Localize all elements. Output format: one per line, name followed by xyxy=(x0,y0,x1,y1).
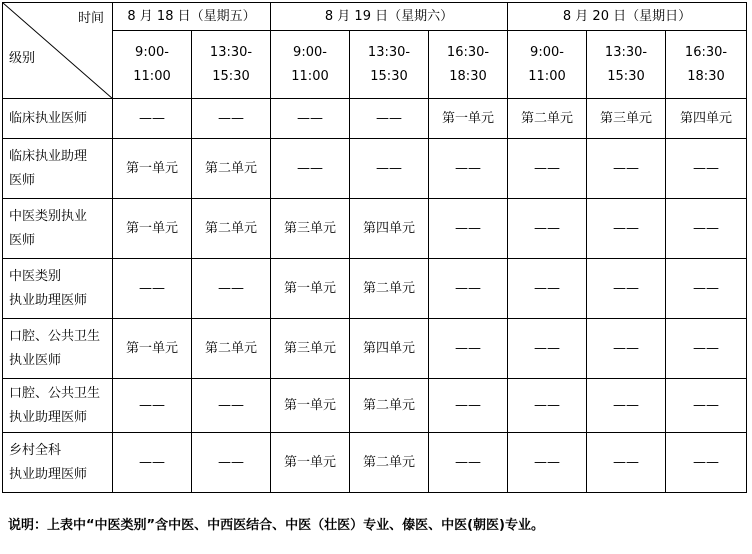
schedule-cell: —— xyxy=(508,199,587,259)
time-slot-line: 16:30- xyxy=(446,44,490,60)
schedule-cell: —— xyxy=(429,319,508,379)
schedule-cell: 第二单元 xyxy=(192,199,271,259)
schedule-cell: —— xyxy=(429,379,508,433)
day-header-aug19: 8 月 19 日（星期六） xyxy=(271,3,508,31)
schedule-cell: —— xyxy=(508,259,587,319)
row-label-line: 临床执业医师 xyxy=(9,110,88,126)
time-slot-line: 15:30 xyxy=(370,68,408,84)
schedule-cell: —— xyxy=(192,259,271,319)
table-row xyxy=(3,319,747,379)
level-header-label: 级别 xyxy=(9,51,36,66)
schedule-cell: 第四单元 xyxy=(350,319,429,379)
row-level-label xyxy=(3,259,113,319)
schedule-cell: —— xyxy=(429,199,508,259)
row-label-line: 口腔、公共卫生 xyxy=(9,385,101,401)
footnote: 说明：上表中“中医类别”含中医、中西医结合、中医（壮医）专业、傣医、中医(朝医)专业。 xyxy=(8,518,544,533)
time-header-label: 时间 xyxy=(77,11,104,26)
row-label-line: 医师 xyxy=(9,172,36,188)
schedule-cell: —— xyxy=(429,259,508,319)
schedule-cell: 第三单元 xyxy=(271,319,350,379)
row-label-line: 口腔、公共卫生 xyxy=(9,328,101,344)
time-slot-line: 13:30- xyxy=(209,44,253,60)
schedule-cell: 第二单元 xyxy=(350,433,429,493)
time-slot-line: 9:00- xyxy=(293,44,327,60)
schedule-cell: —— xyxy=(666,139,747,199)
schedule-cell: 第一单元 xyxy=(113,319,192,379)
schedule-cell: 第二单元 xyxy=(350,259,429,319)
time-slot-line: 9:00- xyxy=(530,44,564,60)
time-slot-header xyxy=(666,31,747,99)
row-label-line: 执业助理医师 xyxy=(9,292,88,308)
schedule-cell: 第一单元 xyxy=(271,433,350,493)
schedule-cell: —— xyxy=(429,139,508,199)
row-label-line: 执业助理医师 xyxy=(9,466,88,482)
schedule-cell: 第二单元 xyxy=(192,139,271,199)
schedule-cell: 第三单元 xyxy=(587,99,666,139)
time-slot-header xyxy=(508,31,587,99)
time-slot-header xyxy=(587,31,666,99)
time-slot-header xyxy=(350,31,429,99)
row-label-line: 中医类别执业 xyxy=(9,208,88,224)
header-timeslot-row xyxy=(3,31,747,99)
time-slot-header xyxy=(192,31,271,99)
table-row xyxy=(3,139,747,199)
time-slot-line: 15:30 xyxy=(212,68,250,84)
time-slot-line: 15:30 xyxy=(607,68,645,84)
time-slot-line: 11:00 xyxy=(528,68,566,84)
schedule-cell: —— xyxy=(587,139,666,199)
schedule-cell: —— xyxy=(587,259,666,319)
schedule-cell: —— xyxy=(429,433,508,493)
table-row xyxy=(3,99,747,139)
row-label-line: 中医类别 xyxy=(9,268,62,284)
schedule-cell: —— xyxy=(192,99,271,139)
time-slot-line: 16:30- xyxy=(684,44,728,60)
schedule-cell: —— xyxy=(508,379,587,433)
schedule-cell: 第一单元 xyxy=(113,139,192,199)
schedule-cell: —— xyxy=(587,379,666,433)
row-level-label xyxy=(3,319,113,379)
schedule-cell: 第四单元 xyxy=(350,199,429,259)
schedule-cell: —— xyxy=(587,319,666,379)
row-level-label xyxy=(3,379,113,433)
schedule-cell: —— xyxy=(666,259,747,319)
schedule-cell: 第一单元 xyxy=(113,199,192,259)
schedule-cell: —— xyxy=(666,319,747,379)
day-header-aug20: 8 月 20 日（星期日） xyxy=(508,3,747,31)
schedule-cell: 第二单元 xyxy=(508,99,587,139)
header-day-row xyxy=(3,3,747,31)
time-slot-header xyxy=(271,31,350,99)
schedule-cell: 第四单元 xyxy=(666,99,747,139)
schedule-cell: —— xyxy=(508,139,587,199)
time-slot-line: 11:00 xyxy=(291,68,329,84)
schedule-cell: 第一单元 xyxy=(271,259,350,319)
row-level-label xyxy=(3,433,113,493)
table-row xyxy=(3,259,747,319)
time-slot-line: 13:30- xyxy=(367,44,411,60)
schedule-cell: —— xyxy=(666,433,747,493)
time-slot-line: 9:00- xyxy=(135,44,169,60)
schedule-cell: —— xyxy=(508,319,587,379)
schedule-cell: —— xyxy=(350,99,429,139)
exam-schedule-table xyxy=(2,2,747,493)
schedule-cell: —— xyxy=(113,259,192,319)
table-row xyxy=(3,379,747,433)
row-label-line: 执业助理医师 xyxy=(9,409,88,425)
schedule-cell: —— xyxy=(350,139,429,199)
schedule-cell: —— xyxy=(192,433,271,493)
day-header-aug18: 8 月 18 日（星期五） xyxy=(113,3,271,31)
schedule-cell: —— xyxy=(271,139,350,199)
schedule-cell: 第一单元 xyxy=(429,99,508,139)
time-slot-line: 18:30 xyxy=(449,68,487,84)
schedule-cell: —— xyxy=(113,433,192,493)
schedule-cell: —— xyxy=(666,379,747,433)
schedule-cell: —— xyxy=(271,99,350,139)
row-level-label xyxy=(3,139,113,199)
schedule-cell: 第一单元 xyxy=(271,379,350,433)
schedule-cell: —— xyxy=(666,199,747,259)
schedule-cell: —— xyxy=(113,99,192,139)
schedule-cell: —— xyxy=(192,379,271,433)
schedule-cell: 第二单元 xyxy=(192,319,271,379)
row-label-line: 医师 xyxy=(9,232,36,248)
time-slot-line: 18:30 xyxy=(687,68,725,84)
row-level-label xyxy=(3,199,113,259)
corner-header-cell xyxy=(3,3,113,99)
schedule-cell: 第二单元 xyxy=(350,379,429,433)
time-slot-header xyxy=(429,31,508,99)
row-label-line: 临床执业助理 xyxy=(9,148,88,164)
table-row xyxy=(3,199,747,259)
time-slot-line: 11:00 xyxy=(133,68,171,84)
time-slot-line: 13:30- xyxy=(604,44,648,60)
table-row xyxy=(3,433,747,493)
schedule-cell: —— xyxy=(587,433,666,493)
row-level-label xyxy=(3,99,113,139)
schedule-cell: —— xyxy=(587,199,666,259)
time-slot-header xyxy=(113,31,192,99)
row-label-line: 乡村全科 xyxy=(9,442,62,458)
schedule-cell: 第三单元 xyxy=(271,199,350,259)
row-label-line: 执业医师 xyxy=(9,352,62,368)
schedule-cell: —— xyxy=(508,433,587,493)
schedule-cell: —— xyxy=(113,379,192,433)
